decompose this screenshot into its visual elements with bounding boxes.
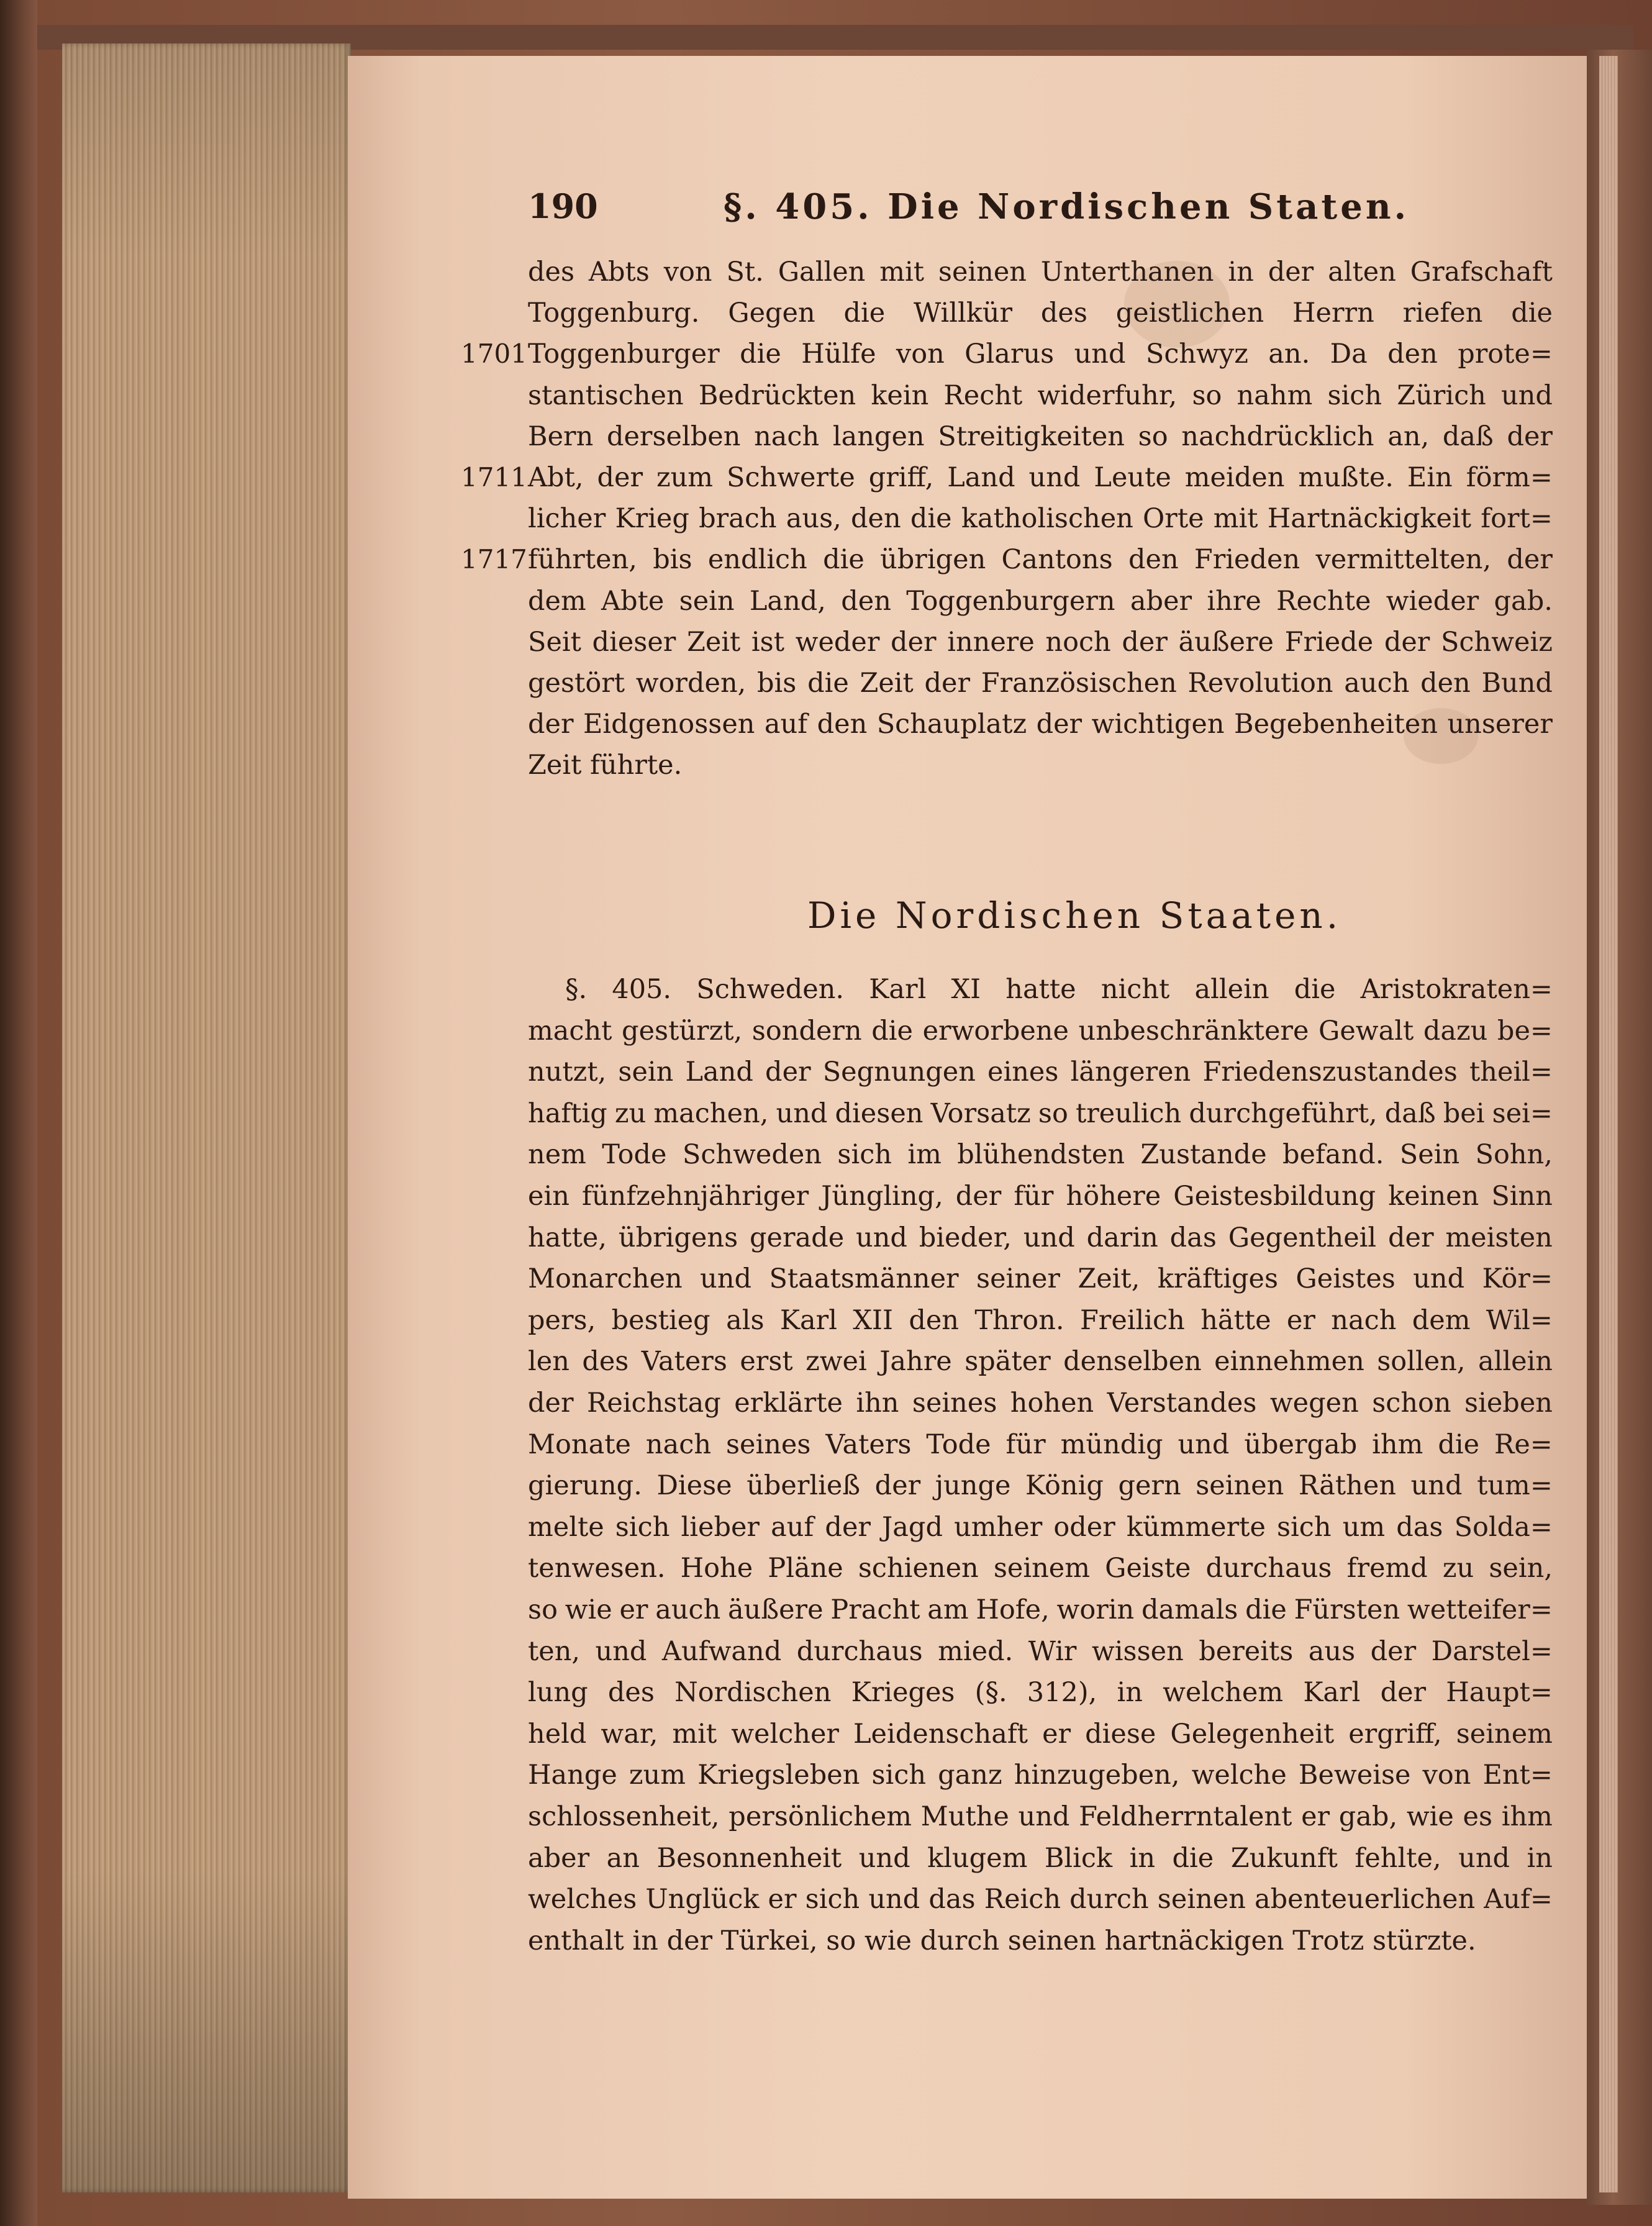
text-line: tenwesen. Hohe Pläne schienen seinem Geiste durchaus fremd zu sein, <box>528 1553 1553 1584</box>
text-line: der Eidgenossen auf den Schauplatz der wichtigen Begebenheiten unserer <box>528 709 1553 740</box>
text-line: gestört worden, bis die Zeit der Französischen Revolution auch den Bund <box>528 668 1553 699</box>
text-line: gierung. Diese überließ der junge König gern seinen Räthen und tum= <box>528 1470 1553 1502</box>
text-line: hatte, übrigens gerade und bieder, und darin das Gegentheil der meisten <box>528 1222 1553 1253</box>
text-line: enthalt in der Türkei, so wie durch seinen hartnäckigen Trotz stürzte. <box>528 1925 1476 1956</box>
section-heading: Die Nordischen Staaten. <box>807 894 1342 937</box>
text-line: Hange zum Kriegsleben sich ganz hinzugeben, welche Beweise von Ent= <box>528 1760 1553 1791</box>
text-line: führten, bis endlich die übrigen Cantons den Frieden vermittelten, der <box>528 544 1553 576</box>
text-line: ein fünfzehnjähriger Jüngling, der für höhere Geistesbildung keinen Sinn <box>528 1181 1553 1212</box>
text-line: held war, mit welcher Leidenschaft er diese Gelegenheit ergriff, seinem <box>528 1718 1553 1750</box>
text-line: Abt, der zum Schwerte griff, Land und Leute meiden mußte. Ein förm= <box>528 462 1553 493</box>
running-header <box>528 186 1553 242</box>
text-line: Toggenburg. Gegen die Willkür des geistlichen Herrn riefen die <box>528 298 1553 329</box>
text-line: licher Krieg brach aus, den die katholischen Orte mit Hartnäckigkeit fort= <box>528 503 1553 535</box>
right-cover-edge <box>1587 50 1652 2205</box>
margin-year: 1717 <box>461 544 527 575</box>
text-line: Monarchen und Staatsmänner seiner Zeit, kräftiges Geistes und Kör= <box>528 1263 1553 1295</box>
text-line: macht gestürzt, sondern die erworbene unbeschränktere Gewalt dazu be= <box>528 1015 1553 1047</box>
text-line: welches Unglück er sich und das Reich durch seinen abenteuerlichen Auf= <box>528 1884 1553 1915</box>
text-line: ten, und Aufwand durchaus mied. Wir wissen bereits aus der Darstel= <box>528 1635 1553 1667</box>
text-line: so wie er auch äußere Pracht am Hofe, worin damals die Fürsten wetteifer= <box>528 1594 1553 1625</box>
text-line: Toggenburger die Hülfe von Glarus und Schwyz an. Da den prote= <box>528 338 1553 370</box>
text-line: Monate nach seines Vaters Tode für mündig und übergab ihm die Re= <box>528 1429 1553 1460</box>
text-line: stantischen Bedrückten kein Recht widerfuhr, so nahm sich Zürich und <box>528 379 1553 411</box>
book-spine <box>0 0 37 2226</box>
text-line: pers, bestieg als Karl XII den Thron. Freilich hätte er nach dem Wil= <box>528 1304 1553 1336</box>
page-number: 190 <box>528 186 598 226</box>
text-line: nutzt, sein Land der Segnungen eines längeren Friedenszustandes theil= <box>528 1056 1553 1088</box>
margin-year: 1701 <box>461 338 527 370</box>
text-line: len des Vaters erst zwei Jahre später denselben einnehmen sollen, allein <box>528 1346 1553 1378</box>
text-line: haftig zu machen, und diesen Vorsatz so treulich durchgeführt, daß bei sei= <box>528 1097 1553 1129</box>
text-line: Bern derselben nach langen Streitigkeiten so nachdrücklich an, daß der <box>528 420 1553 452</box>
text-line: Zeit führte. <box>528 750 683 781</box>
text-line: §. 405. Schweden. Karl XI hatte nicht allein die Aristokraten= <box>565 974 1553 1005</box>
header-title: §. 405. Die Nordischen Staten. <box>724 186 1410 227</box>
text-line: dem Abte sein Land, den Toggenburgern aber ihre Rechte wieder gab. <box>528 585 1553 617</box>
text-line: melte sich lieber auf der Jagd umher oder kümmerte sich um das Solda= <box>528 1511 1553 1543</box>
right-page-stack <box>1599 56 1618 2192</box>
text-line: nem Tode Schweden sich im blühendsten Zustande befand. Sein Sohn, <box>528 1139 1553 1171</box>
text-line: schlossenheit, persönlichem Muthe und Feldherrntalent er gab, wie es ihm <box>528 1801 1553 1832</box>
text-line: lung des Nordischen Krieges (§. 312), in welchem Karl der Haupt= <box>528 1677 1553 1709</box>
margin-year: 1711 <box>461 462 527 493</box>
text-line: des Abts von St. Gallen mit seinen Unterthanen in der alten Grafschaft <box>528 257 1553 288</box>
page-edges-shadow <box>62 43 351 2192</box>
text-line: Seit dieser Zeit ist weder der innere noch der äußere Friede der Schweiz <box>528 626 1553 658</box>
text-line: aber an Besonnenheit und klugem Blick in die Zukunft fehlte, und in <box>528 1842 1553 1874</box>
text-line: der Reichstag erklärte ihn seines hohen Verstandes wegen schon sieben <box>528 1388 1553 1419</box>
